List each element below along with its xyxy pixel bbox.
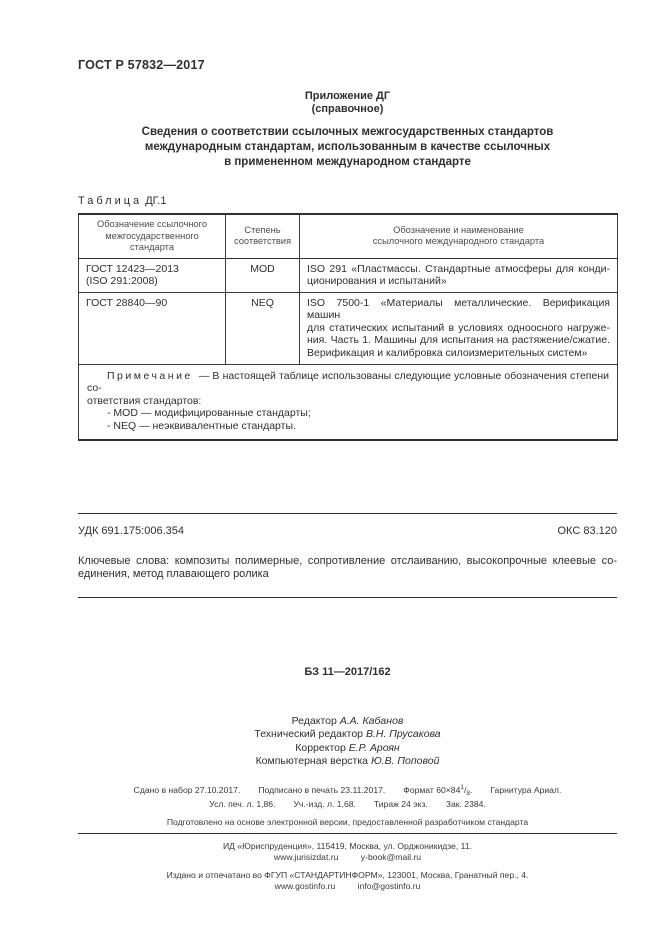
table-header-row <box>79 214 618 258</box>
editor-role: Технический редактор <box>254 728 364 741</box>
divider <box>78 833 617 834</box>
order-number: Зак. 2384. <box>445 799 486 810</box>
doc-number: ГОСТ Р 57832—2017 <box>78 58 205 72</box>
bz-number: БЗ 11—2017/162 <box>304 665 391 678</box>
table-row <box>79 292 618 364</box>
cell-reference: ISO 7500-1 «Материалы металлические. Верификация машин для статических испытаний в условиях одноосного нагруже- ния. Часть 1. Машины для испытания на растяжение/сжатие. Верификация и калибровка силоизмерительных систем» <box>300 292 618 364</box>
publisher-email: y-book@mail.ru <box>360 851 422 862</box>
standards-correspondence-table <box>78 213 618 441</box>
editor-role: Корректор <box>295 741 346 754</box>
editor-line <box>78 755 617 769</box>
appendix-subtitle: (справочное) <box>311 103 384 115</box>
publisher-address: Издано и отпечатано во ФГУП «СТАНДАРТИНФОРМ», 123001, Москва, Гранатный пер., 4. <box>166 869 529 880</box>
table-caption <box>78 195 617 208</box>
editor-name: А.А. Кабанов <box>339 714 404 727</box>
copies: Тираж 24 экз. <box>373 799 428 810</box>
acc-sheets: Уч.-изд. л. 1,68. <box>293 799 356 810</box>
cond-sheets: Усл. печ. л. 1,86. <box>209 799 276 810</box>
column-header-reference: Обозначение и наименование ссылочного международного стандарта <box>300 214 618 258</box>
table-row <box>79 258 618 292</box>
table-caption-word: Таблица <box>78 195 143 207</box>
title-line: в примененном международном стандарте <box>224 156 471 168</box>
cell-reference: ISO 291 «Пластмассы. Стандартные атмосферы для конди- ционирования и испытаний» <box>300 258 618 292</box>
editor-name: В.Н. Прусакова <box>365 728 441 741</box>
table-caption-number: ДГ.1 <box>145 195 167 207</box>
note-text: ответствия стандартов: <box>87 394 202 407</box>
appendix-heading <box>78 90 617 116</box>
editor-line <box>78 742 617 756</box>
page-title <box>78 125 617 170</box>
publisher-block <box>78 870 617 892</box>
note-text: — В настоящей таблице использованы следующие условные обозначения степени со- <box>87 369 609 395</box>
cell-degree: MOD <box>226 258 300 292</box>
publisher-contacts <box>78 852 617 863</box>
note-item: - MOD — модифицированные стандарты; <box>107 407 311 420</box>
cell-standard: ГОСТ 12423—2013 (ISO 291:2008) <box>79 258 226 292</box>
cell-degree: NEQ <box>226 292 300 364</box>
print-details-line1 <box>78 782 617 800</box>
publisher-website: www.jurisizdat.ru <box>273 851 339 862</box>
keywords <box>78 555 617 582</box>
title-line: Сведения о соответствии ссылочных межгосударственных стандартов <box>141 126 554 138</box>
editor-line <box>78 728 617 742</box>
table-note-row <box>79 364 618 439</box>
editor-name: Е.Р. Ароян <box>348 741 400 754</box>
prepared-note: Подготовлено на основе электронной версии, предоставленной разработчиком стандарта <box>166 816 529 827</box>
udk-code: УДК 691.175:006.354 <box>78 524 184 537</box>
print-details <box>78 782 617 811</box>
title-line: международным стандартам, использованным в качестве ссылочных <box>144 141 551 153</box>
sign-date: Подписано в печать 23.11.2017. <box>258 784 386 795</box>
editor-name: Ю.В. Поповой <box>370 755 440 768</box>
format: Формат $60\times 84^1/_8$. <box>403 783 473 797</box>
note-item: - NEQ — неэквивалентные стандарты. <box>107 420 296 433</box>
keywords-line: Ключевые слова: композиты полимерные, сопротивление отслаиванию, высокопрочные клеевые со- <box>78 554 617 567</box>
classification-codes <box>78 525 617 538</box>
publisher-block <box>78 841 617 863</box>
keywords-line: единения, метод плавающего ролика <box>78 568 269 581</box>
publisher-website: www.gostinfo.ru <box>274 880 336 891</box>
editor-role: Компьютерная верстка <box>255 755 369 768</box>
publisher-contacts <box>78 881 617 892</box>
divider <box>78 597 617 598</box>
typeface: Гарнитура Ариал. <box>490 784 562 795</box>
column-header-standard: Обозначение ссылочного межгосударственного стандарта <box>79 214 226 258</box>
publisher-address: ИД «Юриспруденция», 115419, Москва, ул. Орджоникидзе, 11. <box>222 840 472 851</box>
oks-code: ОКС 83.120 <box>557 524 617 537</box>
cell-standard: ГОСТ 28840—90 <box>79 292 226 364</box>
editors-block <box>78 715 617 769</box>
editor-role: Редактор <box>291 714 337 727</box>
column-header-degree: Степень соответствия <box>226 214 300 258</box>
publisher-email: info@gostinfo.ru <box>357 880 421 891</box>
note-label: Примечание <box>107 369 193 382</box>
print-details-line2 <box>78 799 617 811</box>
set-date: Сдано в набор 27.10.2017. <box>133 784 241 795</box>
table-note <box>79 364 618 439</box>
editor-line <box>78 715 617 729</box>
divider <box>78 513 617 514</box>
appendix-title: Приложение ДГ <box>304 90 391 102</box>
